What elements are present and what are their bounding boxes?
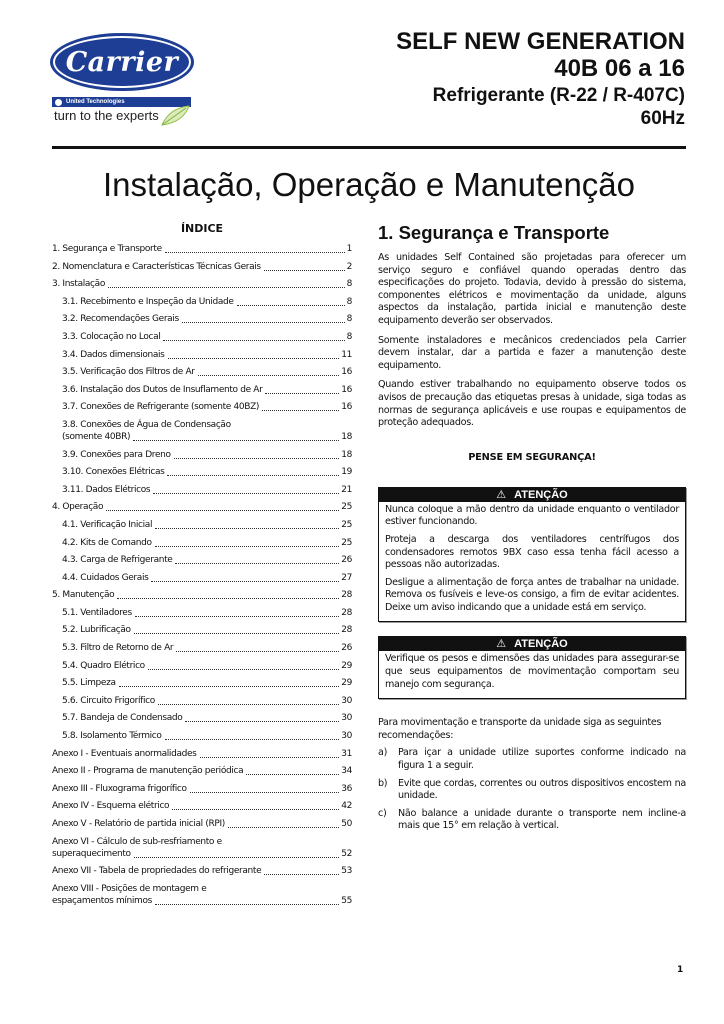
attention-text: Desligue a alimentação de força antes de trabalhar na unidade. Remova os fusíveis e leve-os consigo, a fim de evitar acidentes. Deixe um aviso indicando que a unidade está em serviço.	[385, 576, 679, 613]
toc-page-number: 16	[341, 384, 352, 395]
toc-row	[62, 537, 352, 549]
united-technologies-icon	[55, 99, 62, 106]
attention-body	[379, 502, 685, 622]
toc-leader-dots	[163, 340, 344, 341]
toc-row	[62, 660, 352, 672]
toc-entry-label: 3.3. Colocação no Local	[62, 331, 161, 342]
toc-page-number: 25	[341, 537, 352, 548]
toc-row	[52, 261, 352, 273]
toc-page-number: 55	[341, 895, 352, 906]
frequency-info: 60Hz	[640, 108, 685, 129]
toc-row	[52, 501, 352, 513]
toc-entry[interactable]	[52, 501, 352, 513]
toc-entry-label-line1: 3.8. Conexões de Água de Condensação	[62, 419, 231, 430]
toc-entry-label: 3.9. Conexões para Dreno	[62, 449, 171, 460]
logo-tagline: turn to the experts	[54, 108, 159, 123]
toc-row	[62, 730, 352, 742]
toc-row	[62, 349, 352, 361]
toc-page-number: 53	[341, 866, 352, 877]
toc-row	[62, 695, 352, 707]
toc-entry[interactable]	[52, 278, 352, 290]
toc-entry[interactable]	[52, 589, 352, 601]
toc-row	[52, 748, 352, 760]
warning-triangle-icon: ⚠	[496, 638, 507, 651]
toc-entry[interactable]	[52, 695, 352, 707]
toc-entry[interactable]	[52, 484, 352, 496]
toc-row	[52, 848, 352, 860]
list-item	[378, 808, 686, 833]
toc-row	[62, 384, 352, 396]
toc-entry[interactable]	[52, 401, 352, 413]
toc-entry-label: 1. Segurança e Transporte	[52, 244, 162, 254]
installers-paragraph: Somente instaladores e mecânicos credenciados pela Carrier devem instalar, dar a partida e fazer a manutenção deste equipamento.	[378, 334, 686, 371]
toc-entry[interactable]	[52, 642, 352, 654]
toc-entry[interactable]	[52, 624, 352, 636]
toc-entry[interactable]	[52, 818, 352, 830]
toc-entry[interactable]	[52, 783, 352, 795]
toc-entry-label: 3.10. Conexões Elétricas	[62, 467, 165, 478]
toc-leader-dots	[190, 792, 340, 793]
toc-page-number: 8	[346, 279, 352, 290]
toc-row	[62, 607, 352, 619]
toc-leader-dots	[153, 493, 339, 494]
toc-row	[52, 895, 352, 907]
toc-leader-dots	[151, 581, 339, 582]
toc-page-number: 36	[341, 783, 352, 794]
toc-entry[interactable]	[52, 537, 352, 549]
toc-entry-label: 5.7. Bandeja de Condensado	[62, 713, 183, 724]
toc-page-number: 1	[346, 244, 352, 254]
toc-row	[52, 765, 352, 777]
toc-leader-dots	[176, 651, 339, 652]
toc-row	[62, 331, 352, 343]
toc-leader-dots	[264, 874, 339, 875]
precautions-paragraph: Quando estiver trabalhando no equipamento observe todos os avisos de precaução das etiquetas presas à unidade, siga todas as normas de segurança aplicáveis e use roupas e equipamentos de proteção adequados.	[378, 379, 686, 429]
toc-row	[62, 466, 352, 478]
toc-page-number: 19	[341, 467, 352, 478]
toc-page-number: 34	[341, 766, 352, 777]
toc-entry[interactable]	[52, 730, 352, 742]
toc-entry[interactable]	[52, 712, 352, 724]
toc-row	[62, 401, 352, 413]
attention-text: Proteja a descarga dos ventiladores centrífugos dos condensadores remotos 9BX caso essa tenha fácil acesso a pessoas não autorizadas.	[385, 533, 679, 571]
toc-entry-label: 5.5. Limpeza	[62, 678, 116, 689]
toc-page-number: 50	[341, 819, 352, 829]
toc-entry-label: Anexo V - Relatório de partida inicial (RPI)	[52, 819, 225, 829]
header-divider	[52, 146, 686, 149]
toc-entry-label: 3.5. Verificação dos Filtros de Ar	[62, 367, 195, 378]
logo-oval	[50, 33, 194, 91]
carrier-logo	[50, 33, 196, 133]
warning-triangle-icon: ⚠	[496, 488, 507, 501]
toc-entry-label: 3.1. Recebimento e Inspeção da Unidade	[62, 296, 234, 307]
toc-entry[interactable]	[52, 865, 352, 877]
toc-leader-dots	[155, 546, 340, 547]
toc-entry[interactable]	[52, 800, 352, 812]
toc-entry[interactable]	[52, 366, 352, 378]
toc-page-number: 31	[341, 748, 352, 759]
toc-row	[62, 296, 352, 308]
toc-entry[interactable]	[52, 677, 352, 689]
toc-page-number: 18	[341, 449, 352, 460]
toc-entry-label: Anexo I - Eventuais anormalidades	[52, 748, 197, 759]
table-of-contents	[52, 222, 352, 912]
toc-entry-label: 5.4. Quadro Elétrico	[62, 660, 145, 671]
toc-entry[interactable]	[52, 449, 352, 461]
toc-leader-dots	[200, 757, 340, 758]
list-marker: c)	[378, 807, 387, 819]
toc-entry[interactable]	[52, 519, 352, 531]
toc-entry-label: 3.2. Recomendações Gerais	[62, 314, 179, 325]
toc-entry-label: 3.11. Dados Elétricos	[62, 484, 151, 495]
toc-entry[interactable]	[52, 554, 352, 566]
toc-leader-dots	[134, 857, 340, 858]
toc-page-number: 28	[341, 625, 352, 636]
toc-row	[62, 572, 352, 584]
toc-leader-dots	[108, 287, 345, 288]
toc-row	[62, 519, 352, 531]
toc-entry[interactable]	[52, 261, 352, 273]
toc-leader-dots	[172, 809, 339, 810]
list-text: Não balance a unidade durante o transporte nem incline-a mais que 15° em relação à vertical.	[398, 807, 686, 832]
toc-leader-dots	[148, 669, 339, 670]
toc-row	[52, 243, 352, 255]
toc-row	[52, 865, 352, 877]
toc-page-number: 27	[341, 572, 352, 583]
toc-entry-label: 2. Nomenclatura e Características Técnicas Gerais	[52, 261, 261, 272]
toc-entry[interactable]	[52, 748, 352, 760]
toc-entry-label: 5.2. Lubrificação	[62, 625, 131, 636]
toc-leader-dots	[175, 563, 339, 564]
toc-entry-label: 3.4. Dados dimensionais	[62, 349, 165, 360]
list-item	[378, 778, 686, 803]
list-text: Evite que cordas, correntes ou outros dispositivos encostem na unidade.	[398, 777, 686, 802]
toc-row	[62, 712, 352, 724]
list-marker: a)	[378, 747, 388, 759]
toc-leader-dots	[135, 616, 339, 617]
product-line-title: SELF NEW GENERATION	[396, 28, 685, 55]
toc-leader-dots	[134, 633, 340, 634]
toc-page-number: 52	[341, 848, 352, 859]
logo-parent-text: United Technologies	[66, 99, 125, 105]
toc-page-number: 16	[341, 367, 352, 378]
section-title: 1. Segurança e Transporte	[378, 222, 610, 243]
toc-entry[interactable]	[52, 296, 352, 308]
toc-page-number: 30	[341, 731, 352, 742]
transport-recommendations	[378, 747, 686, 833]
toc-leader-dots	[185, 721, 339, 722]
toc-leader-dots	[262, 410, 339, 411]
model-range: 40B 06 a 16	[554, 55, 685, 82]
toc-entry-label: 4.3. Carga de Refrigerante	[62, 555, 173, 566]
toc-page-number: 26	[341, 643, 352, 654]
toc-entry-label: 4.2. Kits de Comando	[62, 537, 152, 548]
toc-entry-label: Anexo III - Fluxograma frigorífico	[52, 783, 187, 794]
toc-leader-dots	[198, 375, 340, 376]
toc-entry-label: 3.6. Instalação dos Dutos de Insuflamento de Ar	[62, 384, 263, 395]
toc-leader-dots	[119, 686, 340, 687]
attention-box	[378, 487, 686, 623]
toc-leader-dots	[265, 393, 339, 394]
attention-text: Verifique os pesos e dimensões das unidades para assegurar-se que seus equipamentos de movimentação comportam seu manejo com segurança.	[385, 653, 679, 690]
toc-title: ÍNDICE	[180, 222, 224, 235]
toc-entry-label: Anexo VII - Tabela de propriedades do refrigerante	[52, 866, 262, 877]
toc-row	[62, 366, 352, 378]
attention-header	[379, 488, 685, 502]
toc-entry[interactable]	[52, 836, 352, 860]
toc-entry[interactable]	[52, 243, 352, 255]
toc-leader-dots	[155, 904, 339, 905]
toc-row	[62, 642, 352, 654]
attention-box	[378, 636, 686, 699]
attention-title: ATENÇÃO	[514, 638, 568, 651]
leaf-icon	[160, 105, 190, 127]
toc-entry-label: 3.7. Conexões de Refrigerante (somente 40BZ)	[62, 402, 260, 413]
toc-entry[interactable]	[52, 660, 352, 672]
toc-row	[52, 818, 352, 830]
section-safety-transport	[378, 222, 686, 838]
toc-page-number: 28	[341, 607, 352, 618]
toc-entry[interactable]	[52, 384, 352, 396]
toc-entry[interactable]	[52, 466, 352, 478]
list-text: Para içar a unidade utilize suportes conforme indicado na figura 1 a seguir.	[398, 747, 686, 772]
toc-leader-dots	[174, 458, 340, 459]
toc-entry-label: 3. Instalação	[52, 279, 105, 290]
toc-entry[interactable]	[52, 419, 352, 443]
page-title: Instalação, Operação e Manutenção	[102, 166, 635, 203]
toc-list	[52, 243, 352, 907]
toc-page-number: 21	[341, 484, 352, 495]
toc-entry-label: 5.8. Isolamento Térmico	[62, 731, 162, 742]
toc-entry[interactable]	[52, 572, 352, 584]
toc-row	[62, 677, 352, 689]
toc-entry-label: espaçamentos mínimos	[52, 895, 152, 906]
toc-row	[52, 783, 352, 795]
toc-row	[62, 431, 352, 443]
toc-leader-dots	[165, 252, 345, 253]
toc-page-number: 8	[346, 314, 352, 325]
toc-entry[interactable]	[52, 607, 352, 619]
toc-row	[52, 589, 352, 601]
attention-body	[379, 651, 685, 698]
toc-entry-label: 5. Manutenção	[52, 590, 115, 601]
toc-leader-dots	[182, 322, 345, 323]
toc-page-number: 25	[341, 502, 352, 513]
toc-leader-dots	[106, 510, 339, 511]
toc-leader-dots	[133, 440, 339, 441]
toc-leader-dots	[155, 528, 339, 529]
toc-page-number: 30	[341, 695, 352, 706]
toc-page-number: 29	[341, 678, 352, 689]
toc-page-number: 42	[341, 801, 352, 812]
page-number: 1	[677, 965, 684, 975]
toc-entry[interactable]	[52, 883, 352, 907]
toc-entry-label-line1: Anexo VIII - Posições de montagem e	[52, 883, 207, 894]
toc-row	[62, 554, 352, 566]
intro-paragraph: As unidades Self Contained são projetadas para oferecer um serviço seguro e confiável quando operadas dentro das especificações do projeto. Todavia, devido à pressão do sistema, componentes elétricos e movimentação da unidade, alguns aspectos da instalação, partida inicial e manutenção deste equipamento deverão ser observados.	[378, 252, 686, 326]
toc-entry-label: 5.6. Circuito Frigorífico	[62, 695, 155, 706]
toc-entry-label: (somente 40BR)	[62, 431, 131, 442]
safety-slogan: PENSE EM SEGURANÇA!	[468, 451, 596, 463]
list-item	[378, 747, 686, 772]
toc-leader-dots	[167, 475, 339, 476]
toc-entry[interactable]	[52, 349, 352, 361]
attention-text: Nunca coloque a mão dentro da unidade enquanto o ventilador estiver funcionando.	[385, 503, 679, 528]
toc-entry-label: Anexo II - Programa de manutenção periódica	[52, 766, 244, 777]
attention-header	[379, 637, 685, 651]
toc-row	[52, 800, 352, 812]
toc-leader-dots	[158, 704, 339, 705]
refrigerant-info: Refrigerante (R-22 / R-407C)	[432, 85, 685, 106]
toc-row	[62, 313, 352, 325]
toc-page-number: 30	[341, 713, 352, 724]
toc-page-number: 16	[341, 402, 352, 413]
toc-entry-label: 5.1. Ventiladores	[62, 607, 132, 618]
toc-page-number: 8	[346, 331, 352, 342]
toc-leader-dots	[246, 774, 339, 775]
toc-leader-dots	[264, 270, 345, 271]
toc-entry-label: Anexo IV - Esquema elétrico	[52, 801, 170, 812]
toc-row	[62, 484, 352, 496]
toc-row	[62, 624, 352, 636]
toc-entry-label-line1: Anexo VI - Cálculo de sub-resfriamento e	[52, 836, 222, 847]
toc-entry-label: 4.1. Verificação Inicial	[62, 519, 153, 530]
toc-row	[62, 449, 352, 461]
toc-entry[interactable]	[52, 331, 352, 343]
toc-entry[interactable]	[52, 765, 352, 777]
toc-page-number: 29	[341, 660, 352, 671]
attention-title: ATENÇÃO	[514, 488, 568, 501]
toc-leader-dots	[168, 358, 340, 359]
toc-leader-dots	[237, 305, 345, 306]
toc-row	[52, 278, 352, 290]
transport-intro: Para movimentação e transporte da unidade siga as seguintes recomendações:	[378, 717, 662, 741]
toc-page-number: 28	[341, 590, 352, 601]
toc-page-number: 11	[341, 349, 352, 360]
toc-entry-label: superaquecimento	[52, 848, 131, 859]
toc-entry[interactable]	[52, 313, 352, 325]
toc-leader-dots	[117, 598, 339, 599]
toc-page-number: 2	[346, 261, 352, 272]
toc-page-number: 25	[341, 519, 352, 530]
toc-entry-label: 4. Operação	[52, 502, 104, 513]
toc-page-number: 18	[341, 431, 352, 442]
toc-leader-dots	[165, 739, 340, 740]
toc-page-number: 26	[341, 555, 352, 566]
toc-entry-label: 4.4. Cuidados Gerais	[62, 572, 149, 583]
list-marker: b)	[378, 777, 388, 789]
toc-entry-label: 5.3. Filtro de Retorno de Ar	[62, 643, 174, 654]
toc-page-number: 8	[346, 296, 352, 307]
logo-wordmark: Carrier	[65, 46, 179, 78]
toc-leader-dots	[228, 827, 339, 828]
